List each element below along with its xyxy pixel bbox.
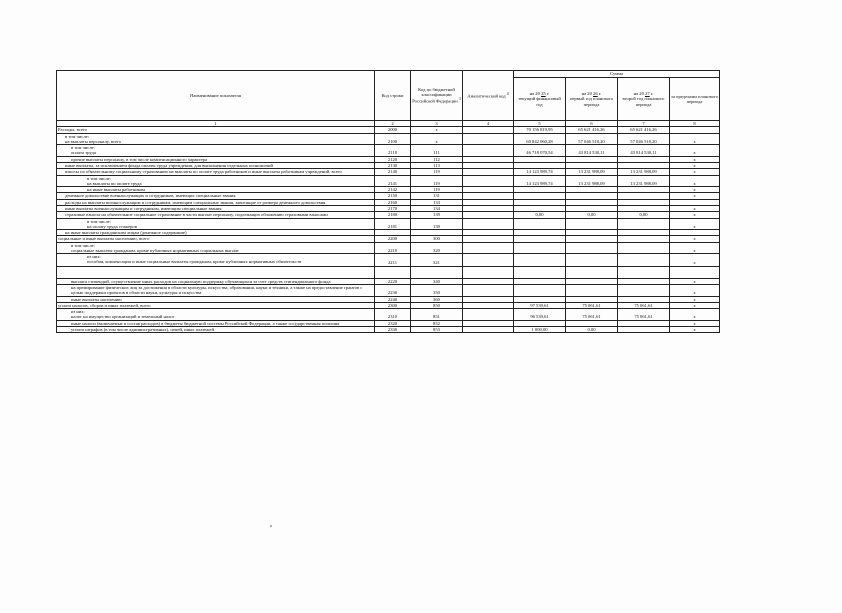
row-code: 2180 (375, 212, 411, 218)
row-value-year-3 (618, 218, 670, 230)
row-value-year-2: 0,00 (566, 212, 618, 218)
header-beyond: за пределами планового периода (670, 78, 720, 121)
table-body (57, 127, 720, 333)
table-row (57, 175, 720, 187)
table-row (57, 242, 720, 254)
header-sum: Сумма (514, 71, 720, 78)
header-name: Наименование показателя (57, 71, 375, 121)
row-value-beyond (670, 266, 720, 278)
col-num: 2 (375, 121, 411, 127)
row-label: оплата труда (71, 150, 96, 156)
row-code: 2310 (375, 309, 411, 321)
row-value-year-2: 65 621 416,26 (566, 127, 618, 133)
row-code: 2300 (375, 302, 411, 308)
header-code: Код строки (375, 71, 411, 121)
row-name: взносы по обязательному социальному страхованию на выплаты по оплате труда работников и иные выплаты работникам учреждений, всего (57, 169, 375, 175)
header-budget-code: Код по бюджетной классификации Российской Федерации $^3$ (411, 71, 463, 121)
row-budget-code: 112 (411, 156, 463, 162)
row-name: на иные выплаты гражданским лицам (денежное содержание) (57, 230, 375, 236)
row-name: уплата налогов, сборов и иных платежей, всего (57, 302, 375, 308)
row-code: 2110 (375, 145, 411, 157)
scan-artifact (270, 525, 272, 527)
row-value-year-1 (514, 266, 566, 278)
row-value-year-2: 0,00 (566, 327, 618, 333)
row-prefix: в том числе: (71, 145, 95, 151)
row-name: на премирование физических лиц за достижения в области культуры, искусства, образования, науки и техники, а также на предоставление грантов с целью поддержки проектов в области науки, культуры и искусства (57, 285, 375, 297)
row-value-year-1 (514, 285, 566, 297)
row-value-year-2 (566, 266, 618, 278)
row-analytic-code (463, 175, 514, 187)
row-value-year-3 (618, 266, 670, 278)
row-budget-code: 340 (411, 278, 463, 284)
row-prefix: из них: (87, 254, 101, 260)
row-value-beyond: x (670, 212, 720, 218)
row-budget-code: 111 (411, 145, 463, 157)
row-code: 2240 (375, 296, 411, 302)
row-value-beyond: x (670, 205, 720, 211)
row-name: на иные выплаты работникам (57, 187, 375, 193)
row-code: 2170 (375, 205, 411, 211)
row-name: иные налоги (включаемые в состав расходов) в бюджеты бюджетной системы Российской Федерации, а также государственная пошлина (57, 320, 375, 326)
budget-table (56, 70, 720, 333)
row-value-year-3 (618, 327, 670, 333)
row-analytic-code (463, 145, 514, 157)
row-value-year-3: 57 046 518,20 (618, 133, 670, 145)
row-label: пособия, компенсации и иные социальные выплаты гражданам, кроме публичных нормативных обязательств (87, 259, 302, 265)
row-budget-code: 119 (411, 169, 463, 175)
row-budget-code: 852 (411, 320, 463, 326)
row-name (57, 309, 375, 321)
row-value-year-2: 13 231 988,09 (566, 169, 618, 175)
row-code (375, 266, 411, 278)
row-name (57, 242, 375, 254)
row-code: 2160 (375, 199, 411, 205)
row-budget-code (411, 266, 463, 278)
col-num: 4 (463, 121, 514, 127)
row-value-year-3: 13 231 988,09 (618, 169, 670, 175)
row-value-year-3: 65 621 416,26 (618, 127, 670, 133)
row-budget-code: 133 (411, 199, 463, 205)
row-code: 2130 (375, 162, 411, 168)
row-budget-code: 350 (411, 285, 463, 297)
row-budget-code: 851 (411, 309, 463, 321)
row-value-beyond: x (670, 145, 720, 157)
row-budget-code: 850 (411, 302, 463, 308)
row-code: 2150 (375, 193, 411, 199)
row-value-year-2: 75 061,61 (566, 309, 618, 321)
row-code: 2142 (375, 187, 411, 193)
row-value-year-3 (618, 254, 670, 267)
row-value-beyond: x (670, 156, 720, 162)
row-budget-code: 321 (411, 254, 463, 267)
row-name: уплата штрафов (в том числе административных), пеней, иных платежей (57, 327, 375, 333)
row-value-year-1: 60 842 060,28 (514, 133, 566, 145)
row-value-beyond: x (670, 187, 720, 193)
row-name: прочие выплаты персоналу, в том числе компенсационного характера (57, 156, 375, 162)
header-year-2: на 20 26 г. первый год планового периода (566, 78, 618, 121)
row-value-year-3: 75 061,61 (618, 309, 670, 321)
row-code: 2100 (375, 133, 411, 145)
row-value-year-3: 75 061,61 (618, 302, 670, 308)
row-budget-code: 360 (411, 296, 463, 302)
col-num: 8 (670, 121, 720, 127)
row-value-beyond: x (670, 320, 720, 326)
row-code: 2120 (375, 156, 411, 162)
row-analytic-code (463, 266, 514, 278)
row-value-year-2: 75 061,61 (566, 302, 618, 308)
row-analytic-code (463, 285, 514, 297)
row-value-year-2: 57 046 518,20 (566, 133, 618, 145)
row-budget-code: 134 (411, 205, 463, 211)
row-value-year-1: 96 539,61 (514, 309, 566, 321)
row-code: 2140 (375, 169, 411, 175)
row-name: страховые взносы на обязательное социальное страхование в части выплат персоналу, подлежащих обложению страховыми взносами (57, 212, 375, 218)
row-value-year-1: 14 123 989,74 (514, 175, 566, 187)
row-value-beyond: x (670, 133, 720, 145)
row-label: на оплату труда стажеров (87, 223, 137, 229)
row-value-beyond: x (670, 193, 720, 199)
table-row (57, 218, 720, 230)
row-name: денежное довольствие военнослужащих и сотрудников, имеющих специальные звания (57, 193, 375, 199)
table-row (57, 254, 720, 267)
row-analytic-code (463, 254, 514, 267)
col-num: 6 (566, 121, 618, 127)
row-value-year-2: 43 814 530,11 (566, 145, 618, 157)
row-budget-code: 131 (411, 193, 463, 199)
row-value-beyond: x (670, 254, 720, 267)
row-value-beyond: x (670, 327, 720, 333)
row-name: социальные и иные выплаты населению, всего (57, 236, 375, 242)
row-value-year-3: 43 814 530,11 (618, 145, 670, 157)
row-label: налог на имущество организаций и земельный налог (71, 314, 175, 320)
row-analytic-code (463, 133, 514, 145)
row-code: 2210 (375, 242, 411, 254)
row-analytic-code (463, 327, 514, 333)
row-name (57, 175, 375, 187)
row-name: иные выплаты, за исключением фонда оплаты труда учреждения, для выполнения отдельных полномочий (57, 162, 375, 168)
row-analytic-code (463, 242, 514, 254)
table-row (57, 133, 720, 145)
row-value-year-2: 13 231 988,09 (566, 175, 618, 187)
row-prefix: в том числе: (87, 218, 111, 224)
row-value-beyond: x (670, 285, 720, 297)
row-name (57, 254, 375, 267)
row-budget-code: 139 (411, 218, 463, 230)
row-name: Расходы, всего (57, 127, 375, 133)
row-budget-code: 300 (411, 236, 463, 242)
row-code: 2000 (375, 127, 411, 133)
row-value-year-3 (618, 285, 670, 297)
row-name: выплата стипендий, осуществление иных расходов на социальную поддержку обучающихся за счет средств стипендиального фонда (57, 278, 375, 284)
row-value-beyond: x (670, 309, 720, 321)
row-value-year-1 (514, 242, 566, 254)
row-value-beyond: x (670, 242, 720, 254)
row-name: расходы на выплаты военнослужащим и сотрудникам, имеющим специальные звания, зависящие от размера денежного довольствия (57, 199, 375, 205)
row-label: социальные выплаты гражданам, кроме публичных нормативных социальных выплат (71, 247, 239, 253)
row-budget-code: 113 (411, 162, 463, 168)
row-budget-code: 119 (411, 175, 463, 187)
row-budget-code: 139 (411, 212, 463, 218)
row-value-beyond: x (670, 278, 720, 284)
row-budget-code: 119 (411, 187, 463, 193)
row-value-year-2 (566, 254, 618, 267)
row-value-beyond: x (670, 162, 720, 168)
header-year-1: на 20 25 г. текущий финансовый год (514, 78, 566, 121)
table-row (57, 309, 720, 321)
row-value-year-1 (514, 218, 566, 230)
row-name (57, 133, 375, 145)
row-value-year-1: 70 156 819,95 (514, 127, 566, 133)
col-num: 7 (618, 121, 670, 127)
row-value-year-1: 14 123 989,74 (514, 169, 566, 175)
row-name (57, 145, 375, 157)
row-value-beyond: x (670, 236, 720, 242)
row-budget-code: 320 (411, 242, 463, 254)
row-value-year-2 (566, 218, 618, 230)
row-budget-code: x (411, 127, 463, 133)
row-value-year-3: 13 231 988,09 (618, 175, 670, 187)
row-value-year-1: 0,00 (514, 212, 566, 218)
row-code: 2200 (375, 236, 411, 242)
row-name (57, 266, 375, 278)
row-name (57, 218, 375, 230)
row-value-beyond: x (670, 218, 720, 230)
row-code: 2220 (375, 278, 411, 284)
row-value-year-2 (566, 285, 618, 297)
table-row (57, 285, 720, 297)
header-analytic: Аналитический код $^4$ (463, 71, 514, 121)
row-budget-code: x (411, 133, 463, 145)
header-year-3: на 20 27 г. второй год планового периода (618, 78, 670, 121)
row-label: на выплаты персоналу, всего (65, 138, 122, 144)
row-value-year-3: 0,00 (618, 212, 670, 218)
row-prefix: в том числе: (71, 242, 95, 248)
row-value-beyond: x (670, 296, 720, 302)
row-name: иные выплаты населению (57, 296, 375, 302)
row-name: иные выплаты военнослужащим и сотрудникам, имеющим специальные звания (57, 205, 375, 211)
row-budget-code: 853 (411, 327, 463, 333)
table-row (57, 145, 720, 157)
row-code: 2330 (375, 327, 411, 333)
row-value-beyond: x (670, 175, 720, 187)
row-value-year-1: 1 000,00 (514, 327, 566, 333)
row-value-year-1 (514, 254, 566, 267)
row-label: на выплаты по оплате труда (87, 180, 142, 186)
row-analytic-code (463, 309, 514, 321)
col-num: 1 (57, 121, 375, 127)
col-num: 3 (411, 121, 463, 127)
table-header (57, 71, 720, 127)
row-value-year-3 (618, 242, 670, 254)
row-analytic-code (463, 218, 514, 230)
row-value-year-1: 46 718 070,54 (514, 145, 566, 157)
row-value-year-1: 97 539,61 (514, 302, 566, 308)
row-code: 2320 (375, 320, 411, 326)
row-prefix: из них: (71, 309, 85, 315)
row-value-year-2 (566, 242, 618, 254)
row-value-beyond: x (670, 169, 720, 175)
row-code: 2141 (375, 175, 411, 187)
row-code: 2211 (375, 254, 411, 267)
row-prefix: в том числе: (65, 133, 89, 139)
row-code: 2230 (375, 285, 411, 297)
row-code: 2181 (375, 218, 411, 230)
row-prefix: в том числе: (87, 175, 111, 181)
table-row (57, 266, 720, 278)
col-num: 5 (514, 121, 566, 127)
row-value-beyond: x (670, 302, 720, 308)
table-row (57, 327, 720, 333)
